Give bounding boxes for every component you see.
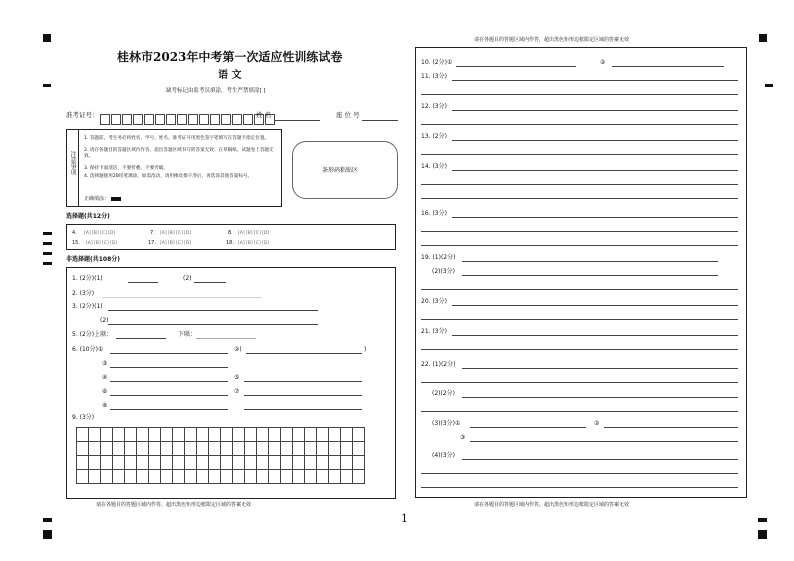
choice-q-no: 17.: [148, 240, 156, 246]
right-bottom-notice: 请在各题目的答题区域内作答，超出黑色矩形边框限定区域的答案无效: [474, 502, 630, 508]
q22c3-label: ③: [460, 434, 466, 441]
seat-label: 座 位 号: [336, 111, 360, 119]
filled-bubble-icon: [111, 197, 121, 201]
q6-line-9[interactable]: [244, 409, 362, 410]
q5-upper-line[interactable]: [116, 338, 166, 339]
q9-label: 9. (3分): [72, 414, 95, 421]
choice-section-label: 选择题(共12分): [66, 213, 110, 220]
q13-label: 13. (2分): [421, 133, 447, 140]
q14-label: 14. (3分): [421, 163, 447, 170]
right-top-notice: 请在各题目的答题区域内作答，超出黑色矩形边框限定区域的答案无效: [474, 37, 630, 43]
seat-field[interactable]: [362, 120, 398, 121]
q22b-line[interactable]: [421, 411, 738, 412]
q3b-label: (2): [100, 317, 109, 324]
q22c2-label: ②: [594, 420, 600, 427]
choice-options[interactable]: [A] [B] [C] [D]: [86, 241, 118, 246]
q6-close: ): [364, 346, 367, 353]
q22d-label: (4)(3分): [432, 452, 455, 459]
q16-line[interactable]: [452, 217, 738, 218]
timing-mark: [43, 252, 52, 255]
q1b-answer-line[interactable]: [194, 282, 226, 283]
q6-line-2[interactable]: [246, 353, 362, 354]
absence-note: 缺考标记由监考员填涂，考生严禁填涂[ ]: [166, 88, 266, 94]
exam-no-boxes[interactable]: [100, 109, 276, 128]
q10b-label: ②: [600, 59, 606, 66]
q21-line[interactable]: [421, 349, 738, 350]
timing-mark: [43, 242, 52, 245]
name-field[interactable]: [274, 120, 320, 121]
q14-line[interactable]: [421, 198, 738, 199]
q11-line[interactable]: [452, 80, 738, 81]
q22b-label: (2)(2分): [432, 390, 455, 397]
q22c-line-2[interactable]: [604, 427, 738, 428]
corner-mark: [759, 34, 767, 42]
q19-label: 19. (1)(2分): [421, 254, 456, 261]
q14-line[interactable]: [421, 184, 738, 185]
q11-label: 11. (3分): [421, 73, 447, 80]
q11-line[interactable]: [421, 94, 738, 95]
q22c-line-3[interactable]: [470, 441, 738, 442]
q6-line-8[interactable]: [110, 409, 228, 410]
timing-mark: [43, 232, 52, 235]
q10-line-1[interactable]: [456, 66, 576, 67]
choice-q-no: 7.: [150, 230, 155, 236]
page-number: 1: [401, 512, 408, 525]
q6-label: 6. (10分)①: [72, 346, 104, 353]
q6-line-6[interactable]: [110, 395, 228, 396]
q16-label: 16. (3分): [421, 210, 447, 217]
corner-mark: [765, 84, 773, 87]
q3b-answer-line[interactable]: [108, 324, 318, 325]
timing-mark: [43, 262, 52, 265]
q10-line-2[interactable]: [612, 66, 724, 67]
q21-line[interactable]: [452, 335, 738, 336]
q16-line[interactable]: [421, 231, 738, 232]
q2-answer-line[interactable]: [102, 297, 262, 298]
notice-vertical-label: 注意事项: [66, 129, 79, 207]
q6-item: ⑧: [102, 402, 108, 409]
choice-options[interactable]: [A] [B] [C] [D]: [160, 231, 192, 236]
choice-q-no: 18.: [226, 240, 234, 246]
q19-line[interactable]: [462, 261, 718, 262]
choice-q-no: 15.: [72, 240, 80, 246]
q22b-line[interactable]: [462, 397, 738, 398]
q20-label: 20. (3分): [421, 298, 447, 305]
notice-item: 1. 答题前，考生务必将姓名、学号、姓名、准考证号用黑色签字笔填写在答题卡指定位置。: [84, 136, 270, 141]
q22-line[interactable]: [462, 368, 738, 369]
q1-label: 1. (2分)(1): [72, 275, 103, 282]
q20-line[interactable]: [421, 319, 738, 320]
choice-options[interactable]: [A] [B] [C] [D]: [238, 231, 270, 236]
q22c-line-1[interactable]: [470, 427, 586, 428]
q6-line-7[interactable]: [244, 395, 362, 396]
q12-line[interactable]: [452, 110, 738, 111]
notice-item: 3. 保持卡面清洁，不要折叠、不要弄破。: [84, 166, 168, 171]
q19b-line[interactable]: [462, 275, 718, 276]
choice-q-no: 8.: [228, 230, 233, 236]
choice-options[interactable]: [A] [B] [C] [D]: [84, 231, 116, 236]
left-bottom-notice: 请在各题目的答题区域内作答，超出黑色矩形边框限定区域的答案无效: [96, 502, 252, 508]
subject-title: 语 文: [218, 70, 242, 81]
q2-label: 2. (3分): [72, 290, 95, 297]
q22-line[interactable]: [421, 382, 738, 383]
right-answer-box: [415, 47, 747, 498]
q6-line-4[interactable]: [110, 381, 228, 382]
exam-title: 桂林市2023年中考第一次适应性训练试卷: [117, 50, 343, 64]
q5-label: 5. (2分)上联：: [72, 331, 113, 338]
q5-lower-line[interactable]: [196, 338, 256, 339]
q22d-line[interactable]: [421, 473, 738, 474]
corner-mark: [758, 518, 767, 522]
q20-line[interactable]: [452, 305, 738, 306]
q14-line[interactable]: [452, 170, 738, 171]
q1-answer-line[interactable]: [128, 282, 158, 283]
q6-item: ④: [102, 374, 108, 381]
q6-item: ②(: [234, 346, 242, 353]
corner-mark: [758, 530, 767, 539]
q13-line[interactable]: [452, 140, 738, 141]
q6-item: ⑦: [234, 388, 240, 395]
q13-line[interactable]: [421, 154, 738, 155]
q22d-line[interactable]: [462, 459, 738, 460]
q10-label: 10. (2分)①: [421, 59, 453, 66]
q19b-label: (2)(3分): [432, 268, 455, 275]
q5b-label: 下联：: [178, 331, 197, 338]
q22d-line[interactable]: [421, 487, 738, 488]
corner-mark: [43, 84, 51, 87]
q21-label: 21. (3分): [421, 328, 447, 335]
name-label: 姓 名: [256, 111, 272, 119]
corner-mark: [43, 34, 51, 42]
q22c-label: (3)(3分)①: [432, 420, 461, 427]
q1b-label: (2): [183, 275, 192, 282]
q22-label: 22. (1)(2分): [421, 361, 456, 368]
q3-label: 3. (2分)(1): [72, 303, 103, 310]
q16-line[interactable]: [421, 245, 738, 246]
q6-item: ⑥: [102, 388, 108, 395]
q6-item: ⑤: [234, 374, 240, 381]
q6-line-3[interactable]: [110, 367, 228, 368]
exam-no-label: 准考证号：: [66, 111, 99, 119]
fill-example: 正确填涂：: [84, 196, 121, 203]
nonchoice-section-label: 非选择题(共108分): [66, 256, 121, 263]
q6-line-5[interactable]: [244, 381, 362, 382]
choice-options[interactable]: [A] [B] [C] [D]: [160, 241, 192, 246]
q6-item: ③: [102, 360, 108, 367]
q3-answer-line[interactable]: [108, 310, 318, 311]
corner-mark: [43, 530, 52, 539]
q19b-line[interactable]: [421, 289, 738, 290]
q12-line[interactable]: [421, 124, 738, 125]
notice-item: 2. 请在各题目的答题区域内作答，超出答题区域书写的答案无效；在草稿纸、试题卷上答题无效。: [84, 148, 274, 159]
barcode-label: 条形码粘贴区: [322, 167, 359, 174]
q12-label: 12. (3分): [421, 103, 447, 110]
corner-mark: [43, 518, 52, 522]
choice-options[interactable]: [A] [B] [C] [D]: [238, 241, 270, 246]
choice-q-no: 4.: [72, 230, 77, 236]
q6-line-1[interactable]: [110, 353, 228, 354]
notice-item: 4. 选择题使用2B铅笔填涂，如需改动，请用橡皮擦干净后，再选涂其他答案标号。: [84, 174, 253, 179]
composition-grid[interactable]: [76, 427, 365, 484]
